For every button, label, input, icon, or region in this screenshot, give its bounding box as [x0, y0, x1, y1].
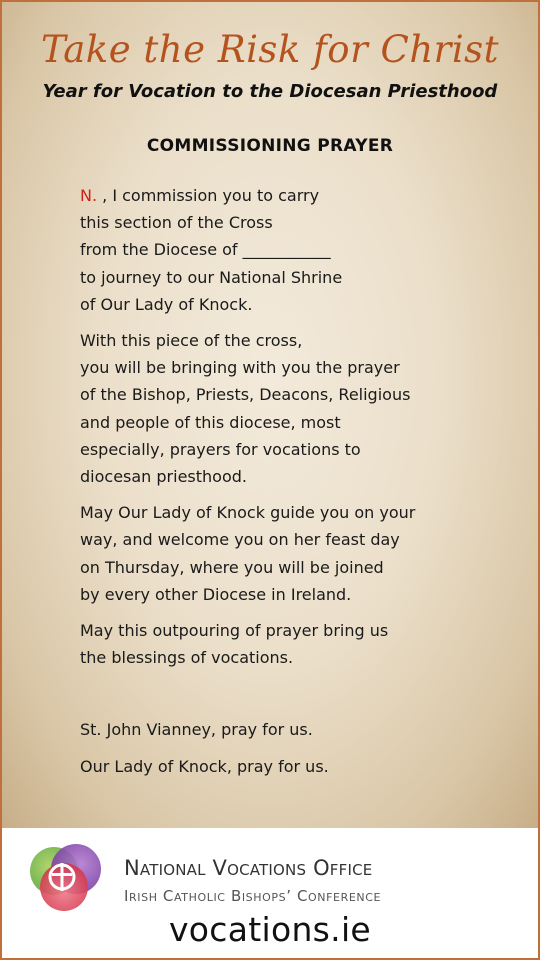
- prayer-line: way, and welcome you on her feast day: [80, 530, 400, 550]
- prayer-line: diocesan priesthood.: [80, 467, 247, 487]
- prayer-line: May Our Lady of Knock guide you on your: [80, 503, 416, 523]
- parchment-background: [2, 2, 538, 828]
- prayer-line: you will be bringing with you the prayer: [80, 358, 400, 378]
- prayer-line: the blessings of vocations.: [80, 648, 294, 668]
- prayer-line: and people of this diocese, most: [80, 412, 341, 432]
- org-name: National Vocations Office: [124, 856, 373, 880]
- prayer-paragraph-3: [80, 499, 520, 608]
- vocations-logo-icon: [26, 841, 108, 915]
- prayer-line: from the Diocese of ___________: [80, 240, 331, 260]
- prayer-heading: COMMISSIONING PRAYER: [146, 136, 394, 156]
- prayer-line: by every other Diocese in Ireland.: [80, 584, 352, 604]
- invocation-vianney: [80, 716, 520, 743]
- prayer-line: this section of the Cross: [80, 213, 273, 233]
- page-subtitle: Year for Vocation to the Diocesan Priesthood: [42, 81, 498, 102]
- prayer-line: With this piece of the cross,: [80, 331, 303, 351]
- prayer-line: May this outpouring of prayer bring us: [80, 621, 389, 641]
- prayer-paragraph-4: [80, 617, 520, 671]
- invocation-line: St. John Vianney, pray for us.: [80, 720, 313, 740]
- prayer-body: [80, 182, 520, 789]
- name-placeholder: N.: [80, 186, 98, 205]
- invocation-knock: [80, 753, 520, 780]
- page-title: Take the Risk for Christ: [40, 28, 500, 71]
- website-link[interactable]: vocations.ie: [168, 910, 372, 949]
- footer: [2, 828, 538, 958]
- prayer-paragraph-2: [80, 327, 520, 490]
- prayer-line: of the Bishop, Priests, Deacons, Religious: [80, 385, 411, 405]
- prayer-line: especially, prayers for vocations to: [80, 439, 361, 459]
- prayer-line: to journey to our National Shrine: [80, 267, 343, 287]
- invocation-line: Our Lady of Knock, pray for us.: [80, 756, 329, 776]
- prayer-line: of Our Lady of Knock.: [80, 294, 253, 314]
- prayer-line-text: , I commission you to carry: [97, 186, 320, 205]
- prayer-line: on Thursday, where you will be joined: [80, 557, 384, 577]
- prayer-paragraph-1: [80, 182, 520, 318]
- prayer-line: [80, 182, 520, 209]
- org-subtitle: Irish Catholic Bishops’ Conference: [124, 887, 382, 905]
